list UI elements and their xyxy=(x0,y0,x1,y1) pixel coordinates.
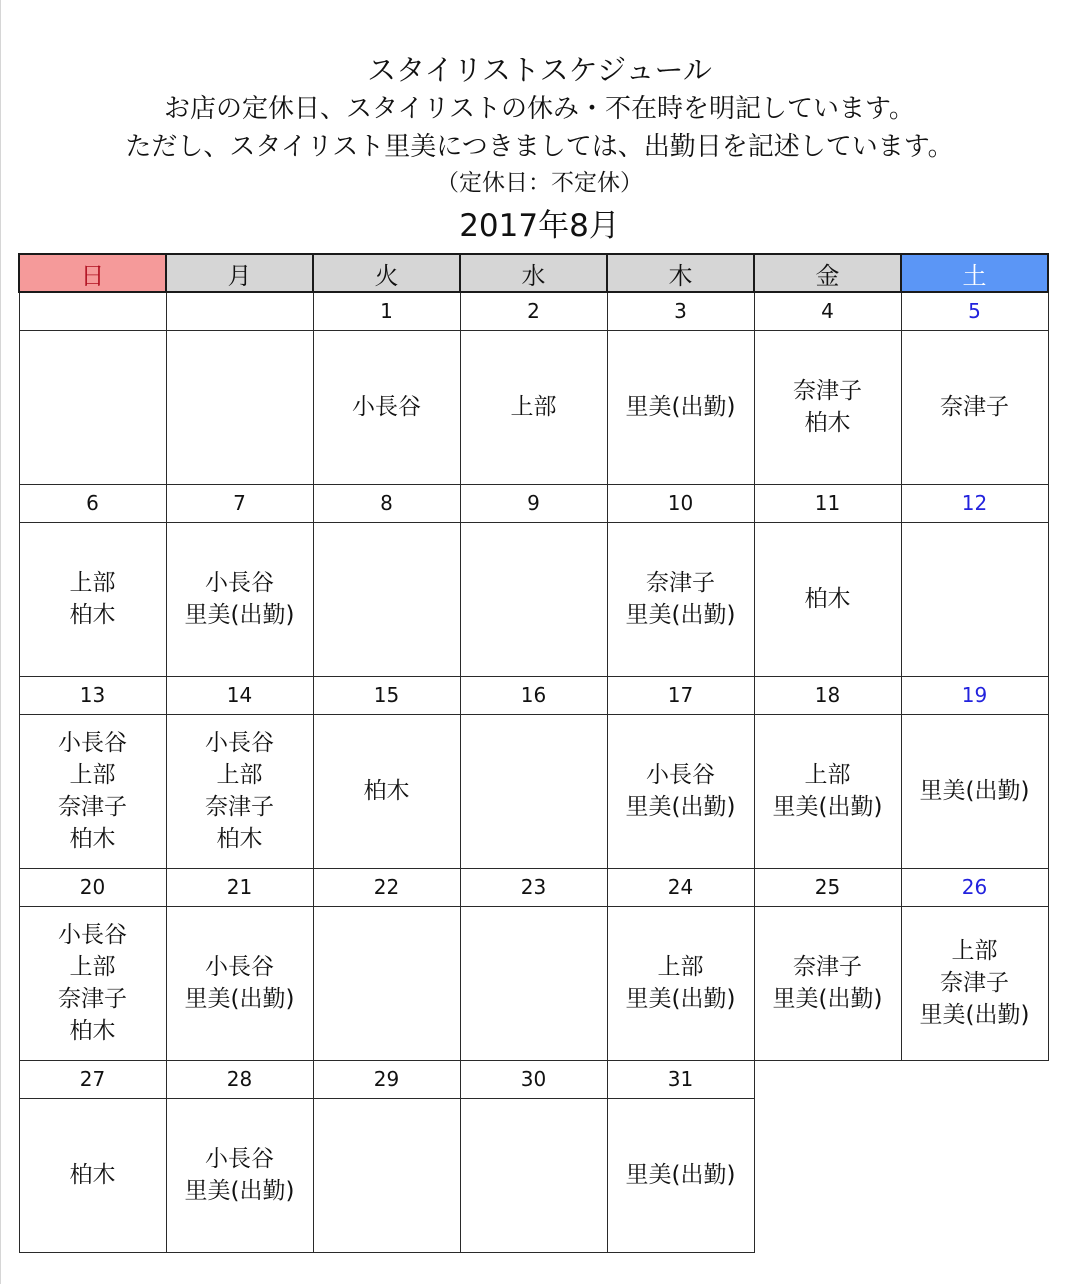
empty-cell xyxy=(901,1060,1048,1098)
day-number: 14 xyxy=(166,676,313,714)
staff-entry: 奈津子 xyxy=(646,570,715,596)
staff-entry: 里美(出勤) xyxy=(625,394,736,420)
staff-entry: 里美(出勤) xyxy=(919,778,1030,804)
staff-entry: 里美(出勤) xyxy=(184,1178,295,1204)
day-number: 30 xyxy=(460,1060,607,1098)
week-5-schedule-row xyxy=(19,1098,1048,1252)
staff-entry: 奈津子 xyxy=(793,954,862,980)
day-schedule-cell xyxy=(754,906,901,1060)
day-number: 21 xyxy=(166,868,313,906)
day-number: 2 xyxy=(460,292,607,330)
day-schedule-cell xyxy=(19,522,166,676)
day-number: 26 xyxy=(901,868,1048,906)
staff-entry: 奈津子 xyxy=(58,986,127,1012)
week-4-schedule-row xyxy=(19,906,1048,1060)
day-number: 12 xyxy=(901,484,1048,522)
staff-entry: 小長谷 xyxy=(646,762,715,788)
day-number: 31 xyxy=(607,1060,754,1098)
weekday-header-mon: 月 xyxy=(166,254,313,292)
day-number: 18 xyxy=(754,676,901,714)
staff-entry: 里美(出勤) xyxy=(772,794,883,820)
weekday-header-tue: 火 xyxy=(313,254,460,292)
staff-entry: 柏木 xyxy=(804,410,851,436)
day-schedule-cell xyxy=(607,906,754,1060)
staff-entry: 上部 xyxy=(69,570,116,596)
empty-cell xyxy=(754,1098,901,1252)
week-4-date-row xyxy=(19,868,1048,906)
staff-entry: 奈津子 xyxy=(940,394,1009,420)
week-2-date-row xyxy=(19,484,1048,522)
day-number: 17 xyxy=(607,676,754,714)
day-schedule-cell xyxy=(607,522,754,676)
day-number: 20 xyxy=(19,868,166,906)
weekday-header-row xyxy=(19,254,1048,292)
day-number: 3 xyxy=(607,292,754,330)
week-1-schedule-row xyxy=(19,330,1048,484)
day-schedule-cell xyxy=(313,1098,460,1252)
day-number xyxy=(166,292,313,330)
day-number: 29 xyxy=(313,1060,460,1098)
day-number: 15 xyxy=(313,676,460,714)
day-schedule-cell xyxy=(607,330,754,484)
day-number: 1 xyxy=(313,292,460,330)
day-number: 4 xyxy=(754,292,901,330)
staff-entry: 小長谷 xyxy=(58,922,127,948)
staff-entry: 奈津子 xyxy=(793,378,862,404)
staff-entry: 柏木 xyxy=(69,826,116,852)
day-schedule-cell xyxy=(166,1098,313,1252)
schedule-calendar xyxy=(18,253,1049,1253)
day-number: 25 xyxy=(754,868,901,906)
week-2-schedule-row xyxy=(19,522,1048,676)
day-schedule-cell xyxy=(166,906,313,1060)
schedule-header xyxy=(0,50,1079,200)
day-number: 8 xyxy=(313,484,460,522)
day-schedule-cell xyxy=(901,906,1048,1060)
day-schedule-cell xyxy=(901,330,1048,484)
day-number: 22 xyxy=(313,868,460,906)
staff-entry: 里美(出勤) xyxy=(625,1162,736,1188)
staff-entry: 奈津子 xyxy=(940,970,1009,996)
staff-entry: 柏木 xyxy=(69,602,116,628)
staff-entry: 里美(出勤) xyxy=(184,986,295,1012)
week-3-schedule-row xyxy=(19,714,1048,868)
staff-entry: 小長谷 xyxy=(205,1146,274,1172)
day-schedule-cell xyxy=(166,714,313,868)
staff-entry: 里美(出勤) xyxy=(772,986,883,1012)
day-schedule-cell xyxy=(901,714,1048,868)
staff-entry: 柏木 xyxy=(804,586,851,612)
description-line-1: お店の定休日、スタイリストの休み・不在時を明記しています。 xyxy=(164,94,915,124)
staff-entry: 小長谷 xyxy=(352,394,421,420)
day-number: 10 xyxy=(607,484,754,522)
day-schedule-cell xyxy=(19,330,166,484)
day-schedule-cell xyxy=(166,330,313,484)
day-schedule-cell xyxy=(460,522,607,676)
day-schedule-cell xyxy=(166,522,313,676)
day-schedule-cell xyxy=(754,330,901,484)
day-schedule-cell xyxy=(754,714,901,868)
description-line-2: ただし、スタイリスト里美につきましては、出勤日を記述しています。 xyxy=(125,132,954,162)
day-number: 6 xyxy=(19,484,166,522)
day-number: 16 xyxy=(460,676,607,714)
day-number: 23 xyxy=(460,868,607,906)
staff-entry: 小長谷 xyxy=(205,570,274,596)
staff-entry: 小長谷 xyxy=(58,730,127,756)
staff-entry: 上部 xyxy=(657,954,704,980)
day-number: 5 xyxy=(901,292,1048,330)
staff-entry: 里美(出勤) xyxy=(184,602,295,628)
day-schedule-cell xyxy=(901,522,1048,676)
staff-entry: 里美(出勤) xyxy=(625,602,736,628)
day-number: 13 xyxy=(19,676,166,714)
staff-entry: 里美(出勤) xyxy=(919,1002,1030,1028)
day-schedule-cell xyxy=(460,1098,607,1252)
month-label: 2017年8月 xyxy=(459,208,620,244)
weekday-header-sun: 日 xyxy=(19,254,166,292)
week-1-date-row xyxy=(19,292,1048,330)
day-schedule-cell xyxy=(460,906,607,1060)
week-3-date-row xyxy=(19,676,1048,714)
closed-day-note: （定休日：不定休） xyxy=(436,170,643,196)
staff-entry: 上部 xyxy=(69,762,116,788)
staff-entry: 奈津子 xyxy=(205,794,274,820)
day-number: 7 xyxy=(166,484,313,522)
staff-entry: 上部 xyxy=(510,394,557,420)
day-number: 9 xyxy=(460,484,607,522)
day-number: 24 xyxy=(607,868,754,906)
weekday-header-sat: 土 xyxy=(901,254,1048,292)
empty-cell xyxy=(754,1060,901,1098)
weekday-header-thu: 木 xyxy=(607,254,754,292)
day-schedule-cell xyxy=(19,906,166,1060)
staff-entry: 柏木 xyxy=(69,1018,116,1044)
empty-cell xyxy=(901,1098,1048,1252)
day-schedule-cell xyxy=(460,330,607,484)
staff-entry: 奈津子 xyxy=(58,794,127,820)
day-schedule-cell xyxy=(19,1098,166,1252)
day-number: 27 xyxy=(19,1060,166,1098)
day-schedule-cell xyxy=(460,714,607,868)
day-number: 11 xyxy=(754,484,901,522)
day-number: 28 xyxy=(166,1060,313,1098)
weekday-header-wed: 水 xyxy=(460,254,607,292)
staff-entry: 上部 xyxy=(216,762,263,788)
page-title: スタイリストスケジュール xyxy=(367,53,712,87)
day-schedule-cell xyxy=(313,906,460,1060)
staff-entry: 柏木 xyxy=(216,826,263,852)
day-schedule-cell xyxy=(313,714,460,868)
staff-entry: 小長谷 xyxy=(205,730,274,756)
day-schedule-cell xyxy=(607,1098,754,1252)
staff-entry: 柏木 xyxy=(363,778,410,804)
day-schedule-cell xyxy=(607,714,754,868)
day-schedule-cell xyxy=(313,330,460,484)
staff-entry: 里美(出勤) xyxy=(625,986,736,1012)
day-schedule-cell xyxy=(754,522,901,676)
staff-entry: 里美(出勤) xyxy=(625,794,736,820)
staff-entry: 小長谷 xyxy=(205,954,274,980)
day-number xyxy=(19,292,166,330)
day-schedule-cell xyxy=(313,522,460,676)
staff-entry: 上部 xyxy=(69,954,116,980)
calendar-weeks xyxy=(19,292,1048,1252)
week-5-date-row xyxy=(19,1060,1048,1098)
staff-entry: 柏木 xyxy=(69,1162,116,1188)
day-schedule-cell xyxy=(19,714,166,868)
weekday-header-fri: 金 xyxy=(754,254,901,292)
day-number: 19 xyxy=(901,676,1048,714)
staff-entry: 上部 xyxy=(951,938,998,964)
staff-entry: 上部 xyxy=(804,762,851,788)
